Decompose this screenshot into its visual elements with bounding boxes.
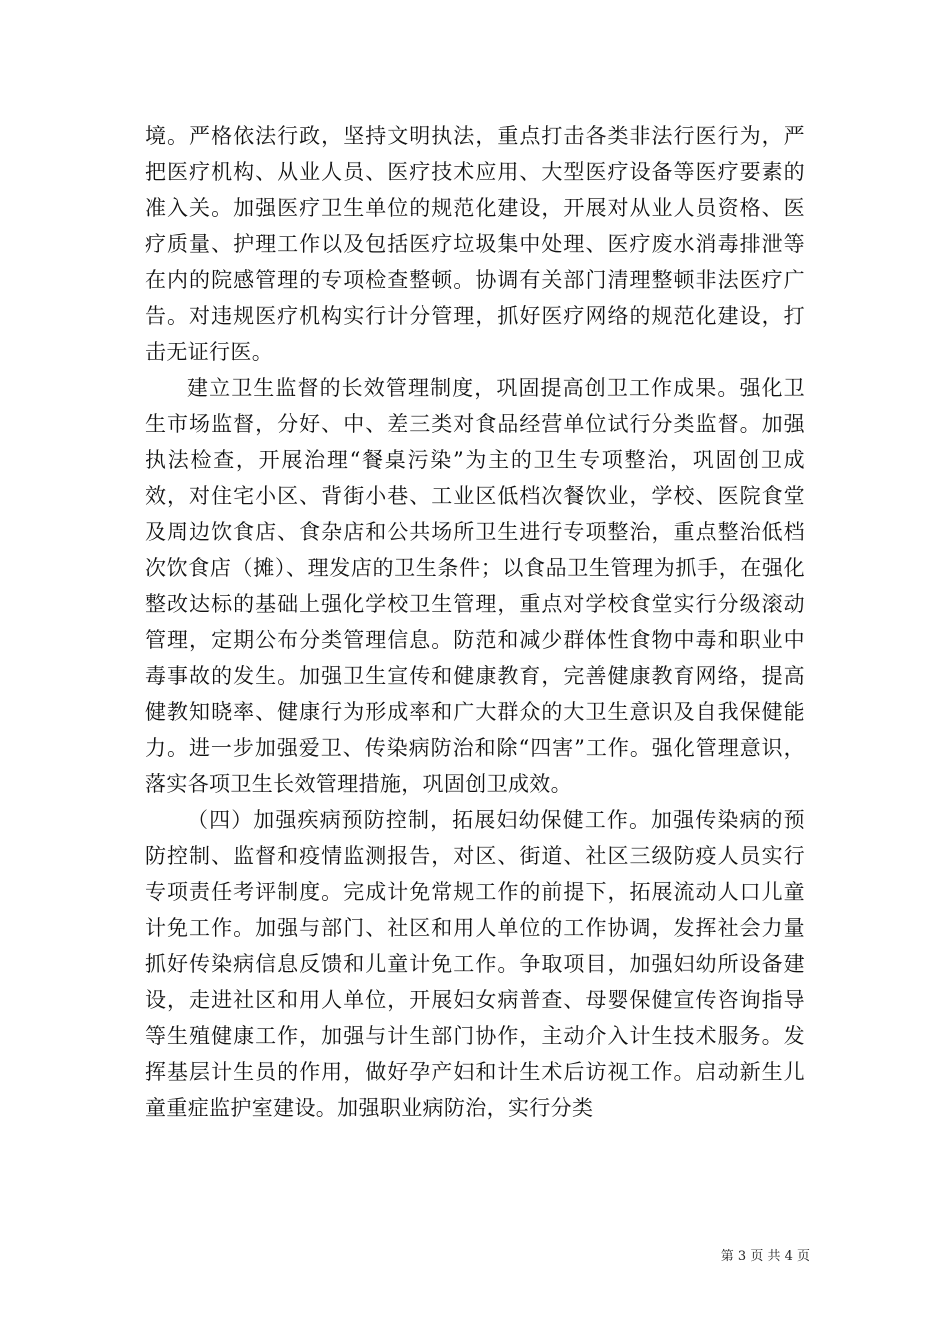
document-body [145,118,805,1126]
paragraph-2: 建立卫生监督的长效管理制度，巩固提高创卫工作成果。强化卫生市场监督，分好、中、差三类对食品经营单位试行分类监督。加强执法检查，开展治理“餐桌污染”为主的卫生专项整治，巩固创卫成效，对住宅小区、背街小巷、工业区低档次餐饮业，学校、医院食堂及周边饮食店、食杂店和公共场所卫生进行专项整治，重点整治低档次饮食店（摊）、理发店的卫生条件；以食品卫生管理为抓手，在强化整改达标的基础上强化学校卫生管理，重点对学校食堂实行分级滚动管理，定期公布分类管理信息。防范和减少群体性食物中毒和职业中毒事故的发生。加强卫生宣传和健康教育，完善健康教育网络，提高健教知晓率、健康行为形成率和广大群众的大卫生意识及自我保健能力。进一步加强爱卫、传染病防治和除“四害”工作。强化管理意识，落实各项卫生长效管理措施，巩固创卫成效。 [145,376,805,796]
paragraph-1: 境。严格依法行政，坚持文明执法，重点打击各类非法行医行为，严把医疗机构、从业人员、医疗技术应用、大型医疗设备等医疗要素的准入关。加强医疗卫生单位的规范化建设，开展对从业人员资格、医疗质量、护理工作以及包括医疗垃圾集中处理、医疗废水消毒排泄等在内的院感管理的专项检查整顿。协调有关部门清理整顿非法医疗广告。对违规医疗机构实行计分管理，抓好医疗网络的规范化建设，打击无证行医。 [145,124,805,364]
page-number: 第 3 页 共 4 页 [720,1249,810,1264]
paragraph-3: （四）加强疾病预防控制，拓展妇幼保健工作。加强传染病的预防控制、监督和疫情监测报告，对区、街道、社区三级防疫人员实行专项责任考评制度。完成计免常规工作的前提下，拓展流动人口儿童计免工作。加强与部门、社区和用人单位的工作协调，发挥社会力量抓好传染病信息反馈和儿童计免工作。争取项目，加强妇幼所设备建设，走进社区和用人单位，开展妇女病普查、母婴保健宣传咨询指导等生殖健康工作，加强与计生部门协作，主动介入计生技术服务。发挥基层计生员的作用，做好孕产妇和计生术后访视工作。启动新生儿童重症监护室建设。加强职业病防治，实行分类 [145,808,805,1120]
